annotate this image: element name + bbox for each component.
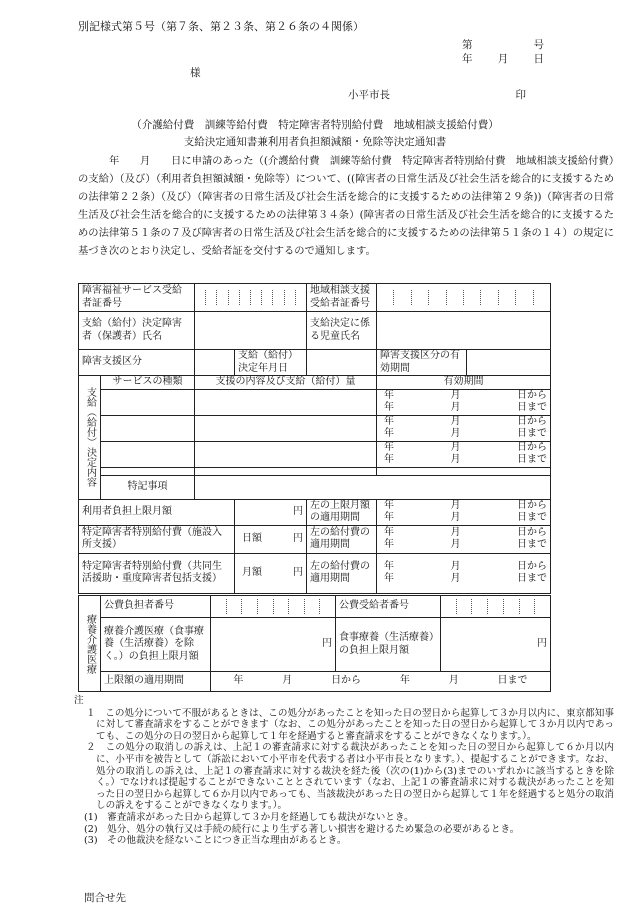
- receiver-no-boxes: [441, 596, 551, 618]
- special-benefit-facility-period-label: 左の給付費の適用期間: [307, 525, 377, 553]
- month-label: 月: [497, 53, 509, 66]
- service-period-2: 年 月 日から 年 月 日まで: [377, 415, 551, 441]
- no-label: 第: [462, 39, 473, 51]
- decision-date-label: 支給（給付）決定年月日: [235, 350, 307, 376]
- special-benefit-group-period-label: 左の給付費の適用期間: [307, 553, 377, 593]
- special-notes-label: 特記事項: [101, 475, 195, 499]
- document-number: [462, 38, 544, 66]
- support-content-header: 支援の内容及び支給（給付）量: [195, 376, 377, 390]
- note-2-item-3: (3) その他裁決を経ないことにつき正当な理由があるとき。: [84, 835, 347, 847]
- limit-period-value: 年 月 日から 年 月 日まで: [211, 672, 551, 692]
- burden-limit-value: 円: [235, 499, 307, 525]
- category-label: 障害支援区分: [79, 350, 195, 376]
- special-benefit-facility-period: 年 月 日から 年 月 日まで: [377, 525, 551, 553]
- decision-content-side-label: 支給（給付）決定内容: [79, 376, 101, 500]
- child-name-value: [377, 312, 551, 350]
- inquiry-label: 問合せ先: [84, 892, 126, 904]
- note-2-item-2: (2) 処分、処分の執行又は手続の続行により生ずる著しい損害を避けるため緊急の必要があるとき。: [84, 823, 520, 835]
- recipient-name-value: [195, 312, 307, 350]
- title-benefits: （介護給付費 訓練等給付費 特定障害者特別給付費 地域相談支援給付費）: [131, 119, 499, 131]
- decision-date-value: [307, 350, 377, 376]
- payer-no-boxes: [211, 596, 336, 618]
- welfare-recipient-no-boxes: [195, 284, 307, 312]
- notes: [74, 695, 614, 847]
- year-label: 年: [462, 53, 473, 66]
- special-benefit-facility-value: 日額 円: [235, 525, 307, 553]
- limit-period-label: 上限額の適用期間: [101, 672, 211, 692]
- meal-limit-label: 食事療養（生活療養）の負担上限月額: [336, 618, 441, 672]
- notes-heading: 注: [74, 695, 84, 706]
- recipient-name-label: 支給（給付）決定障害者（保護者）氏名: [79, 312, 195, 350]
- medical-limit-value: 円: [211, 618, 336, 672]
- note-1: １ この処分について不服があるときは、この処分があったことを知った日の翌日から起算して３か月以内に、東京都知事に対して審査請求をすることができます（なお、この処分があったことを知った日の翌日から起算して３か月以内であっても、この処分の日の翌日から起算して１年を経過すると審査請求をすることができなくなります。）。: [86, 707, 614, 742]
- payer-no-label: 公費負担者番号: [101, 596, 211, 618]
- page-title: 支給決定通知書兼利用者負担額減額・免除等決定通知書: [183, 136, 447, 148]
- go-label: 号: [533, 39, 544, 51]
- receiver-no-label: 公費受給者番号: [336, 596, 441, 618]
- category-period-label: 障害支援区分の有効期間: [377, 350, 467, 376]
- burden-period-value: 年 月 日から 年 月 日まで: [377, 499, 551, 525]
- day-label: 日: [533, 53, 544, 66]
- special-benefit-group-label: 特定障害者特別給付費（共同生活援助・重度障害者包括支援）: [79, 553, 235, 593]
- meal-limit-value: 円: [441, 618, 551, 672]
- addressee: 様: [190, 67, 201, 79]
- service-type-header: サービスの種類: [101, 376, 195, 390]
- seal-mark: 印: [515, 89, 526, 101]
- burden-limit-label: 利用者負担上限月額: [79, 499, 235, 525]
- special-benefit-group-value: 月額 円: [235, 553, 307, 593]
- welfare-recipient-no-label: 障害福祉サービス受給者証番号: [79, 284, 195, 312]
- child-name-label: 支給決定に係る児童氏名: [307, 312, 377, 350]
- category-value: [195, 350, 235, 376]
- service-period-1: 年 月 日から 年 月 日まで: [377, 389, 551, 415]
- special-notes-value: [195, 475, 551, 499]
- medical-care-table: [78, 595, 551, 692]
- notice-body: 年 月 日に申請のあった（(介護給付費 訓練等給付費 特定障害者特別給付費 地域相談支援給付費）の支給）（及び）（利用者負担額減額・免除等）について、((障害者の日常生活及び社会生活を総合的に支援するための法律第２２条）（及び）（障害者の日常生活及び社会生活を総合的に支援するための法律第２９条))（障害者の日常生活及び社会生活を総合的に支援するための法律第３４条）(障害者の日常生活及び社会生活を総合的に支援するための法律第５１条の７及び障害者の日常生活及び社会生活を総合的に支援するための法律第５１条の１４）の規定に基づき次のとおり決定し、受給者証を交付するので通知します。: [78, 155, 614, 257]
- note-2-item-1: (1) 審査請求があった日から起算して３か月を経過しても裁決がないとき。: [84, 811, 414, 823]
- issuer-name: 小平市長: [348, 89, 390, 101]
- valid-period-header: 有効期間: [377, 376, 551, 390]
- special-benefit-facility-label: 特定障害者特別給付費（施設入所支援）: [79, 525, 235, 553]
- consult-recipient-no-label: 地域相談支援受給者証番号: [307, 284, 377, 312]
- note-2: ２ この処分の取消しの訴えは、上記１の審査請求に対する裁決があったことを知った日の翌日から起算して６か月以内に、小平市を被告として（訴訟において小平市を代表する者は小平市長となります。）、提起することができます。なお、処分の取消しの訴えは、上記１の審査請求に対する裁決を経た後（次の(1)から(3)までのいずれかに該当するときを除く。）でなければ提起することができないこととされています（なお、上記１の審査請求に対する裁決があったことを知った日の翌日から起算して６か月以内であっても、当該裁決があった日の翌日から起算して１年を経過すると処分の取消しの訴えをすることができなくなります。）。: [86, 742, 614, 812]
- consult-recipient-no-boxes: [377, 284, 551, 312]
- special-benefit-group-period: 年 月 日から 年 月 日まで: [377, 553, 551, 593]
- service-period-3: 年 月 日から 年 月 日まで: [377, 441, 551, 467]
- form-title: 別記様式第５号（第７条、第２３条、第２６条の４関係）: [78, 20, 364, 33]
- burden-period-label: 左の上限月額の適用期間: [307, 499, 377, 525]
- medical-care-side-label: 療養介護医療: [79, 596, 101, 692]
- medical-limit-label: 療養介護医療（食事療養（生活療養）を除く。）の負担上限月額: [101, 618, 211, 672]
- issuer: [348, 88, 526, 102]
- category-period-value: [467, 350, 551, 376]
- decision-table: [78, 283, 551, 594]
